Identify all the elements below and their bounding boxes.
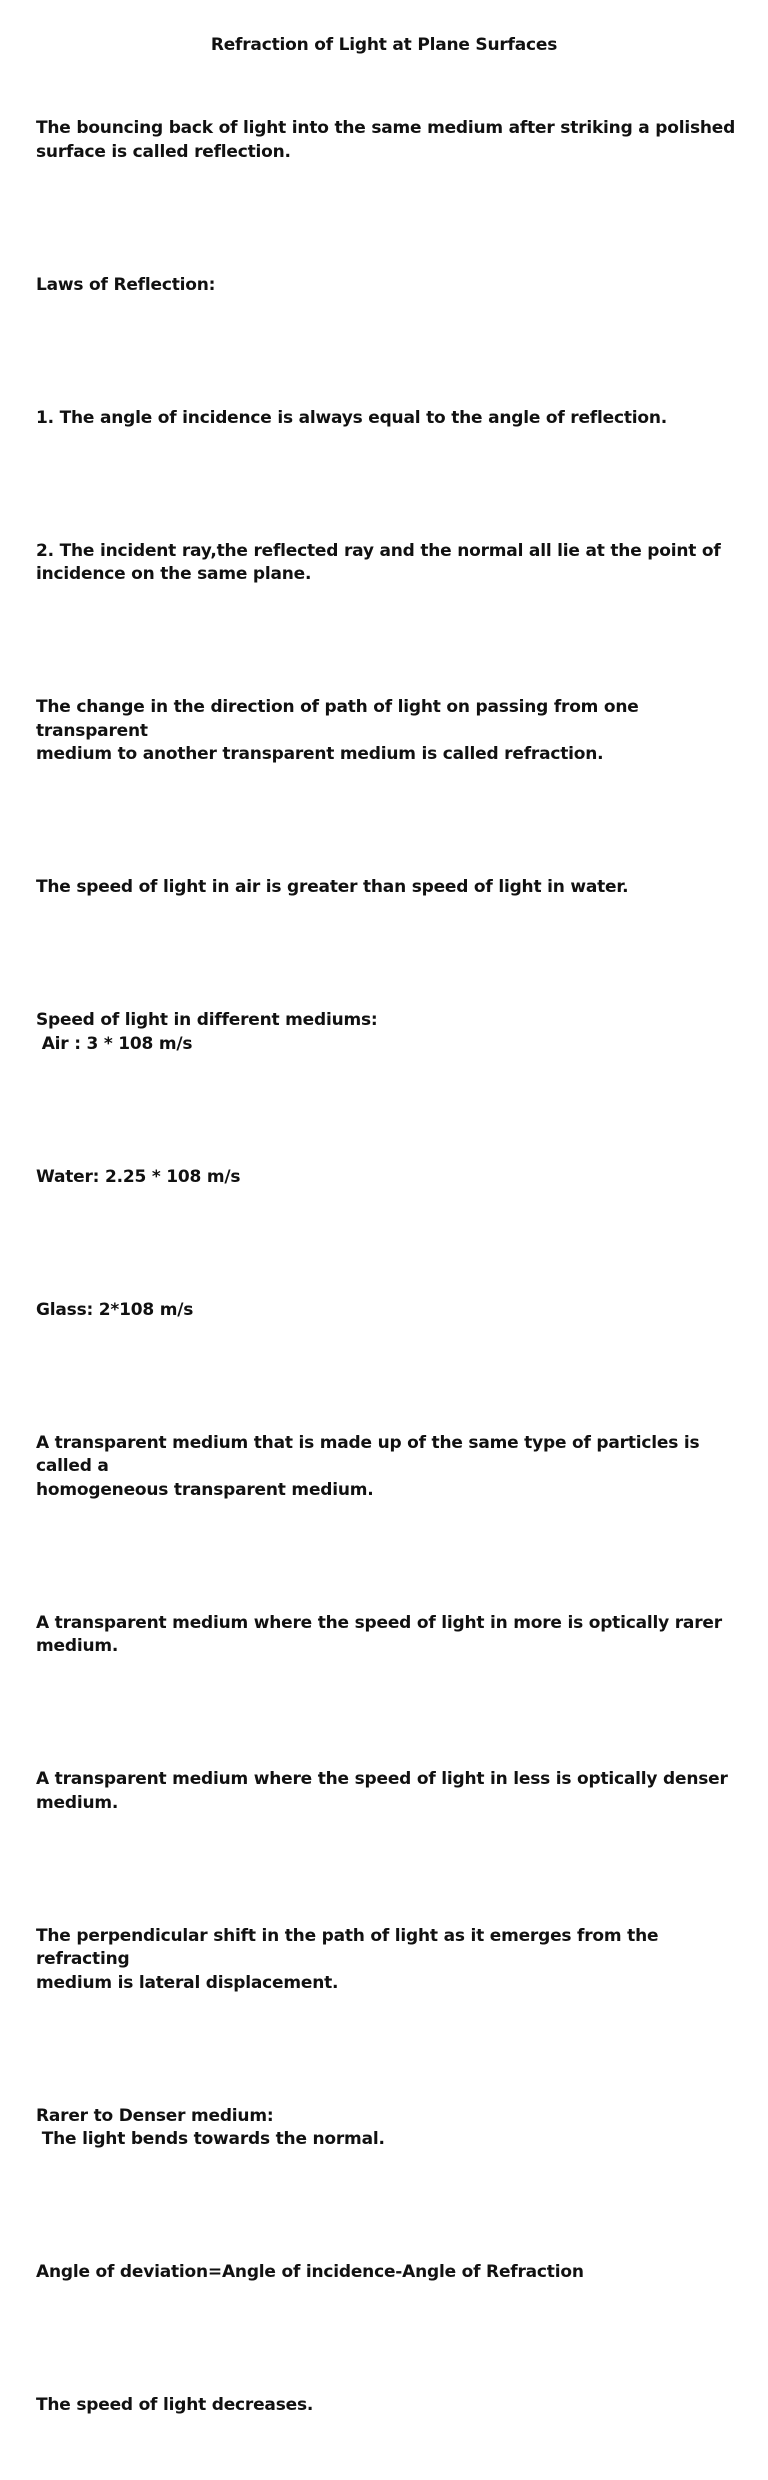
paragraph-refraction-definition — [36, 649, 736, 814]
paragraph-speed-comparison — [36, 829, 736, 947]
paragraph-homogeneous-medium — [36, 1385, 736, 1550]
text-line: 2. The incident ray,the reflected ray and the normal all lie at the point of — [36, 540, 721, 561]
paragraph-law-two — [36, 493, 736, 634]
text-line: A transparent medium where the speed of light in more is optically rarer — [36, 1612, 722, 1633]
text-line: Air : 3 * 108 m/s — [36, 1033, 193, 1054]
paragraph-laws-heading — [36, 227, 736, 345]
paragraph-speed-decreases — [36, 2347, 736, 2465]
text-line: Angle of deviation=Angle of incidence-Angle of Refraction — [36, 2262, 584, 2282]
text-line: Laws of Reflection: — [36, 274, 216, 295]
paragraph-lateral-displacement — [36, 1878, 736, 2043]
text-line: medium to another transparent medium is called refraction. — [36, 744, 604, 764]
text-line: A transparent medium where the speed of light in less is optically denser — [36, 1769, 728, 1789]
paragraph-speed-mediums — [36, 962, 736, 1103]
text-line: Water: 2.25 * 108 m/s — [36, 1166, 241, 1187]
document-body — [36, 70, 736, 2480]
paragraph-speed-water — [36, 1119, 736, 1237]
text-line: homogeneous transparent medium. — [36, 1479, 374, 1500]
text-line: The light bends towards the normal. — [36, 2129, 385, 2149]
text-line: surface is called reflection. — [36, 141, 291, 162]
text-line: The speed of light decreases. — [36, 2395, 314, 2415]
text-line: A transparent medium that is made up of the same type of particles is called a — [36, 1432, 706, 1476]
text-line: Speed of light in different mediums: — [36, 1010, 378, 1030]
paragraph-denser-medium — [36, 1721, 736, 1862]
text-line: The change in the direction of path of light on passing from one transparent — [36, 697, 645, 741]
text-line: medium is lateral displacement. — [36, 1972, 339, 1993]
paragraph-law-one — [36, 360, 736, 478]
text-line: Glass: 2*108 m/s — [36, 1299, 194, 1320]
text-line: 1. The angle of incidence is always equal to the angle of reflection. — [36, 407, 668, 428]
paragraph-speed-glass — [36, 1252, 736, 1370]
paragraph-angle-of-deviation — [36, 2214, 736, 2332]
text-line: The speed of light in air is greater than speed of light in water. — [36, 877, 629, 897]
text-line: medium. — [36, 1792, 119, 1813]
paragraph-reflection-definition — [36, 70, 736, 211]
text-line: medium. — [36, 1636, 119, 1656]
text-line: The perpendicular shift in the path of light as it emerges from the refracting — [36, 1925, 665, 1969]
paragraph-rarer-medium — [36, 1565, 736, 1706]
text-line: Rarer to Denser medium: — [36, 2105, 274, 2126]
text-line: incidence on the same plane. — [36, 564, 312, 584]
document-title: Refraction of Light at Plane Surfaces — [210, 35, 558, 55]
text-line: The bouncing back of light into the same medium after striking a polished — [36, 118, 736, 138]
paragraph-rarer-to-denser — [36, 2058, 736, 2199]
